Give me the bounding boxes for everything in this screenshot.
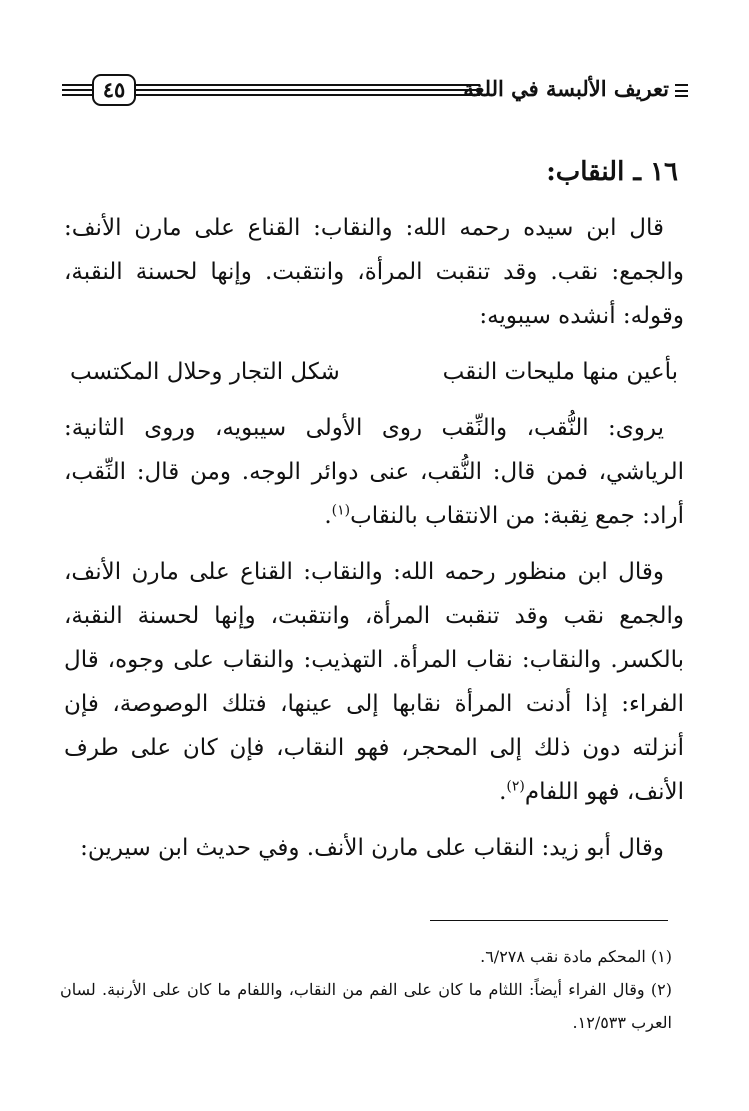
verse-second-hemistich: شكل التجار وحلال المكتسب [70, 359, 340, 385]
running-title [463, 76, 688, 101]
footnote-2: (٢) وقال الفراء أيضاً: اللثام ما كان على الفم من النقاب، واللفام ما كان على الأرنبة. لسان العرب ١٢/٥٣٣. [60, 980, 672, 1032]
footnote-1: (١) المحكم مادة نقب ٦/٢٧٨. [480, 947, 672, 966]
paragraph-2-end: . [324, 503, 332, 529]
running-title-text: تعريف الألبسة في اللغة [463, 76, 669, 101]
paragraph-2-text: يروى: النُّقب، والنِّقب روى الأولى سيبويه، وروى الثانية: الرياشي، فمن قال: النُّقب، عنى دوائر الوجه. ومن قال: النِّقب، أراد: جمع نِقبة: من الانتقاب بالنقاب [64, 415, 684, 529]
title-marker-icon [675, 84, 688, 97]
header-rule-right [136, 84, 480, 96]
footnote-ref-1: (١) [331, 502, 351, 519]
paragraph-1: قال ابن سيده رحمه الله: والنقاب: القناع على مارن الأنف: والجمع: نقب. وقد تنقبت المرأة، وانتقبت. وإنها لحسنة النقبة، وقوله: أنشده سيبويه: [64, 215, 684, 329]
paragraph-3-text: وقال ابن منظور رحمه الله: والنقاب: القناع على مارن الأنف، والجمع نقب وقد تنقبت المرأة، وانتقبت، وإنها لحسنة النقبة، بالكسر. والنقاب: نقاب المرأة. التهذيب: والنقاب على وجوه، قال الفراء: إذا أدنت المرأة نقابها إلى عينها، فتلك الوصوصة، فإن أنزلته دون ذلك إلى المحجر، فهو النقاب، فإن كان على طرف الأنف، فهو اللفام [64, 559, 684, 805]
poetry-verse [64, 350, 684, 394]
footnotes [60, 940, 672, 1039]
paragraph-2 [64, 406, 684, 538]
paragraph-4: وقال أبو زيد: النقاب على مارن الأنف. وفي حديث ابن سيرين: [80, 835, 664, 861]
running-header [62, 72, 688, 112]
header-rule-left [62, 84, 92, 96]
footnote-divider [430, 920, 668, 921]
footnote-ref-2: (٢) [506, 778, 525, 795]
paragraph-3-end: . [499, 779, 507, 805]
verse-first-hemistich: بأعين منها مليحات النقب [442, 359, 678, 385]
section-heading: ١٦ ـ النقاب: [546, 157, 678, 187]
main-text [64, 150, 684, 882]
paragraph-3 [64, 550, 684, 814]
page-number: ٤٥ [92, 74, 136, 106]
